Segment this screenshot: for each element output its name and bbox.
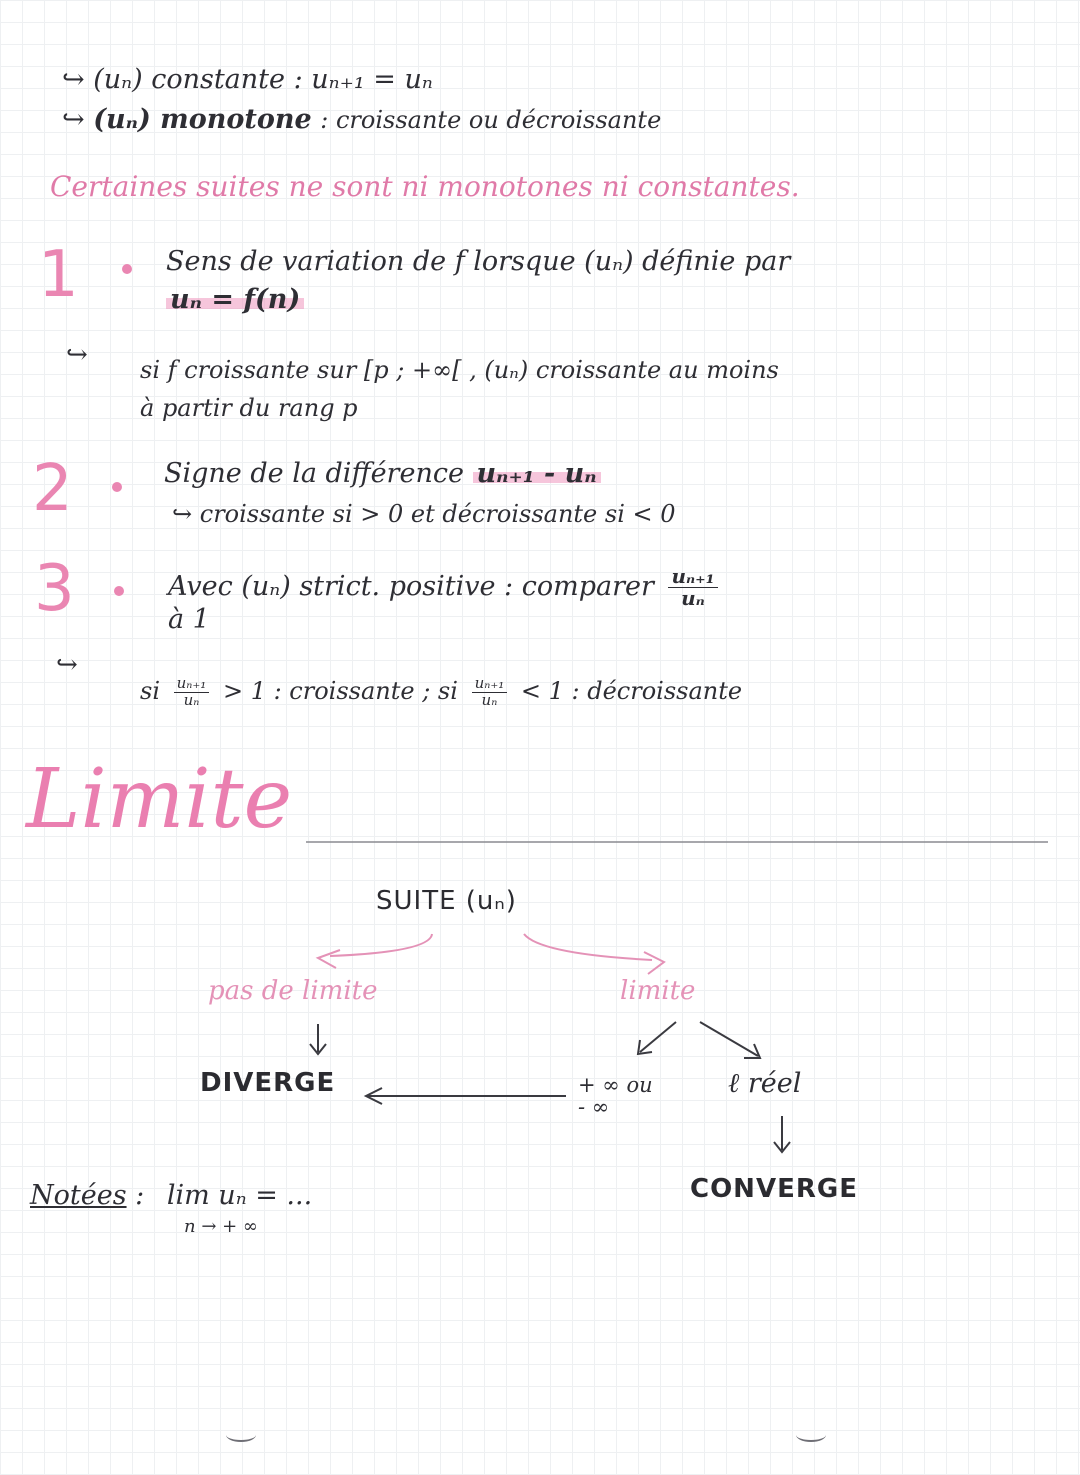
diagram-root: SUITE (uₙ)	[376, 886, 517, 916]
notation	[30, 1180, 312, 1211]
notation-lim-sub: n → + ∞	[184, 1216, 258, 1237]
method-2-number: 2	[32, 452, 73, 526]
diagram-diverge: DIVERGE	[200, 1068, 336, 1098]
bullet-constante-text: (uₙ) constante : uₙ₊₁ = uₙ	[93, 64, 433, 95]
fraction-numerator: uₙ₊₁	[472, 676, 508, 693]
method-1-formula: uₙ = f(n)	[166, 284, 304, 315]
arrow-icon: ↪	[66, 340, 88, 370]
method-3-title-line2: à 1	[168, 604, 210, 635]
fraction-numerator: uₙ₊₁	[174, 676, 210, 693]
branch-right-arrowhead	[644, 952, 664, 974]
diagram-left-branch: pas de limite	[208, 976, 378, 1006]
branch-right-curve	[524, 934, 652, 960]
section-title-limite: Limite	[26, 752, 293, 847]
method-1-number: 1	[38, 238, 79, 312]
diagram-infinity-line2: - ∞	[578, 1095, 610, 1120]
notation-label: Notées	[30, 1180, 127, 1211]
fraction-denominator: uₙ	[681, 586, 705, 610]
fraction-denominator: uₙ	[183, 690, 200, 709]
page-mark-right	[796, 1428, 826, 1442]
method-1-detail-line1: si f croissante sur [p ; +∞[ , (uₙ) croissante au moins	[140, 356, 779, 384]
bullet-monotone-term: (uₙ) monotone	[93, 104, 312, 135]
diagram-infinity	[578, 1074, 653, 1118]
notation-lim-expr: lim uₙ = ...	[166, 1180, 313, 1211]
page-mark-left	[226, 1428, 256, 1442]
method-1-detail-line2: à partir du rang p	[140, 394, 358, 422]
fraction-numerator: uₙ₊₁	[668, 566, 717, 588]
method-3-title-text: Avec (uₙ) strict. positive : comparer	[168, 571, 654, 602]
pink-note: Certaines suites ne sont ni monotones ni constantes.	[50, 170, 800, 203]
arrow-icon: ↪	[62, 64, 85, 95]
branch-left-arrowhead	[318, 950, 340, 968]
arrow-icon: ↪	[172, 500, 200, 528]
method-3-detail-cmp2: < 1 : décroissante	[520, 676, 743, 705]
method-2-title-prefix: Signe de la différence	[164, 458, 464, 489]
branch-left-curve	[330, 934, 432, 956]
diagram-right-branch: limite	[620, 976, 696, 1006]
arrow-icon: ↪	[62, 104, 85, 135]
method-3-number: 3	[34, 552, 75, 626]
arrow-icon: ↪	[56, 650, 78, 680]
method-2-detail-text: croissante si > 0 et décroissante si < 0	[199, 500, 676, 528]
split-right-line	[700, 1022, 758, 1056]
method-3-detail-cmp1: > 1 : croissante ; si	[222, 676, 458, 705]
method-1-title-line1: Sens de variation de f lorsque (uₙ) définie par	[166, 246, 791, 277]
notation-colon: :	[135, 1180, 145, 1211]
method-2-formula: uₙ₊₁ - uₙ	[473, 458, 601, 489]
bullet-monotone-rest: : croissante ou décroissante	[320, 106, 662, 134]
diagram-infinity-line1: + ∞ ou	[578, 1073, 653, 1097]
method-3-detail-si: si	[140, 676, 160, 705]
fraction-denominator: uₙ	[481, 690, 498, 709]
split-left-line	[640, 1022, 676, 1052]
diagram-real-limit: ℓ réel	[728, 1068, 802, 1099]
diagram-converge: CONVERGE	[690, 1174, 858, 1204]
